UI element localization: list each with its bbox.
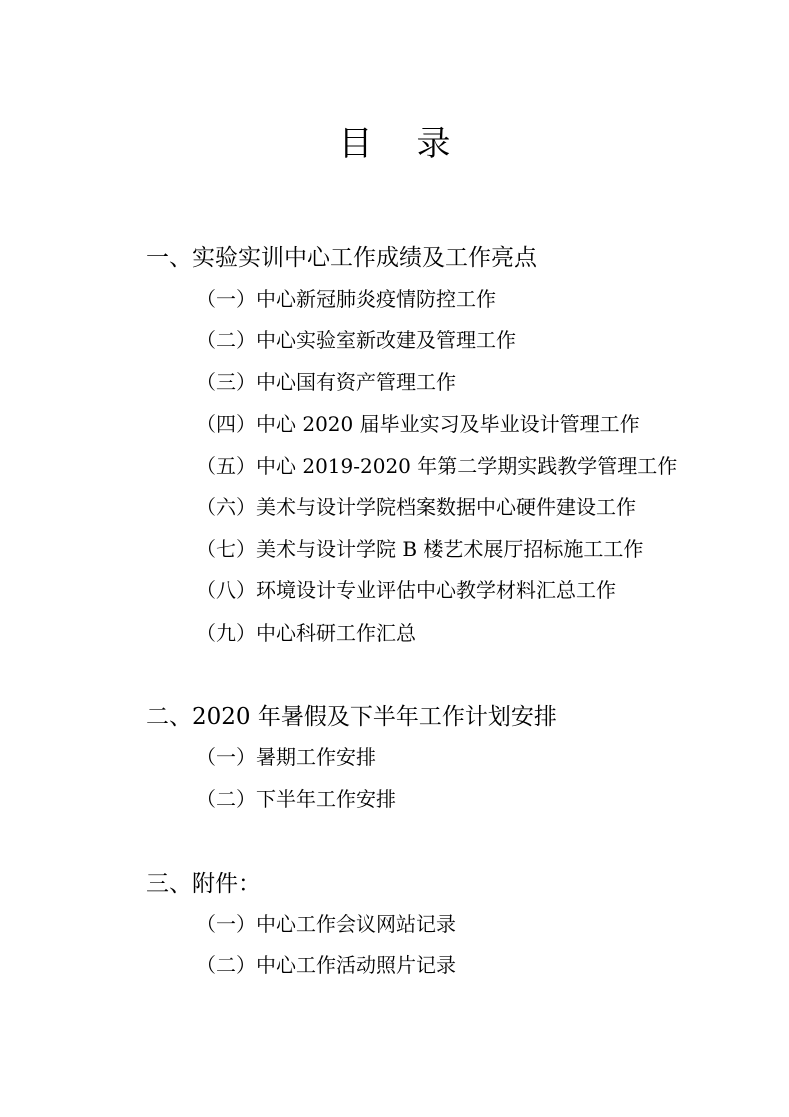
toc-item-1-9: （九）中心科研工作汇总 (196, 621, 416, 645)
toc-title (0, 118, 789, 170)
toc-item-1-3: （三）中心国有资产管理工作 (196, 370, 456, 394)
section-heading-3: 三、附件： (146, 871, 261, 897)
toc-item-1-5: （五）中心 2019-2020 年第二学期实践教学管理工作 (196, 454, 678, 478)
toc-item-1-2: （二）中心实验室新改建及管理工作 (196, 328, 516, 352)
toc-item-3-1: （一）中心工作会议网站记录 (196, 912, 456, 936)
section-heading-2: 二、2020 年暑假及下半年工作计划安排 (146, 704, 557, 730)
toc-item-1-8: （八）环境设计专业评估中心教学材料汇总工作 (196, 578, 616, 602)
toc-item-1-7: （七）美术与设计学院 B 楼艺术展厅招标施工工作 (196, 537, 644, 561)
toc-item-1-6: （六）美术与设计学院档案数据中心硬件建设工作 (196, 495, 636, 519)
toc-item-1-1: （一）中心新冠肺炎疫情防控工作 (196, 287, 496, 311)
toc-item-1-4: （四）中心 2020 届毕业实习及毕业设计管理工作 (196, 412, 640, 436)
toc-item-3-2: （二）中心工作活动照片记录 (196, 953, 456, 977)
toc-item-2-1: （一）暑期工作安排 (196, 745, 376, 769)
section-heading-1: 一、实验实训中心工作成绩及工作亮点 (146, 245, 537, 271)
toc-title-char-2: 录 (416, 124, 451, 164)
toc-title-char-1: 目 (338, 124, 373, 164)
toc-item-2-2: （二）下半年工作安排 (196, 787, 396, 811)
